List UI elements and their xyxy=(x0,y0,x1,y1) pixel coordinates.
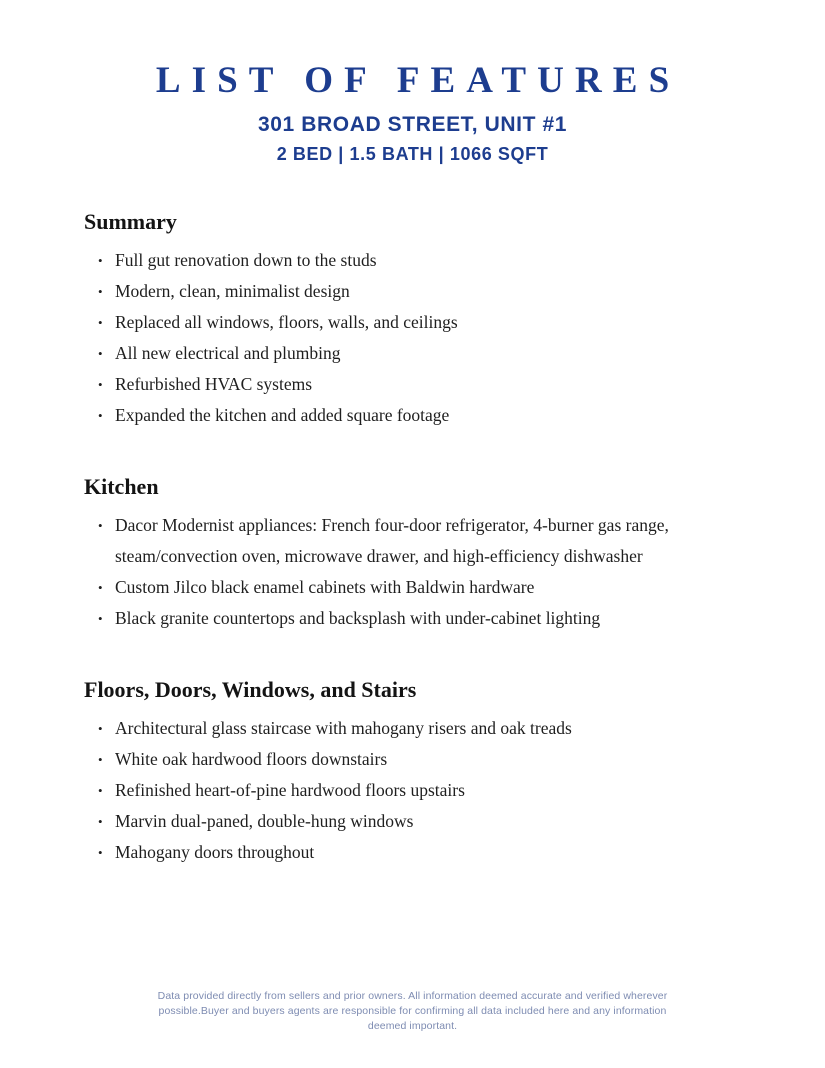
section-kitchen xyxy=(84,473,753,634)
feature-list xyxy=(84,713,753,868)
section-heading: Kitchen xyxy=(84,474,159,499)
list-item: • White oak hardwood floors downstairs xyxy=(84,744,753,775)
section-summary xyxy=(84,208,753,431)
section-heading: Summary xyxy=(84,209,177,234)
list-item: • Full gut renovation down to the studs xyxy=(84,245,753,276)
list-item: • Dacor Modernist appliances: French four-door refrigerator, 4-burner gas range, steam/convection oven, microwave drawer, and high-efficiency dishwasher xyxy=(84,510,753,572)
list-item: • Expanded the kitchen and added square footage xyxy=(84,400,753,431)
property-address: 301 BROAD STREET, UNIT #1 xyxy=(257,113,568,136)
feature-list xyxy=(84,245,753,431)
section-floors-doors-windows-stairs xyxy=(84,676,753,868)
document-header xyxy=(0,0,825,166)
list-item: • Refurbished HVAC systems xyxy=(84,369,753,400)
document-body xyxy=(84,208,753,868)
list-item: • Custom Jilco black enamel cabinets with Baldwin hardware xyxy=(84,572,753,603)
list-item: • Replaced all windows, floors, walls, and ceilings xyxy=(84,307,753,338)
disclaimer-footer: Data provided directly from sellers and prior owners. All information deemed accurate and verified wherever possible.Buyer and buyers agents are responsible for confirming all data included here and any information deemed important. xyxy=(157,990,668,1032)
list-item: • Marvin dual-paned, double-hung windows xyxy=(84,806,753,837)
list-item: • Refinished heart-of-pine hardwood floors upstairs xyxy=(84,775,753,806)
list-item: • All new electrical and plumbing xyxy=(84,338,753,369)
feature-list xyxy=(84,510,753,634)
list-item: • Mahogany doors throughout xyxy=(84,837,753,868)
list-item: • Architectural glass staircase with mahogany risers and oak treads xyxy=(84,713,753,744)
page-title: LIST OF FEATURES xyxy=(155,60,681,101)
list-item: • Black granite countertops and backsplash with under-cabinet lighting xyxy=(84,603,753,634)
property-specs: 2 BED | 1.5 BATH | 1066 SQFT xyxy=(276,144,549,164)
section-heading: Floors, Doors, Windows, and Stairs xyxy=(84,677,417,702)
list-item: • Modern, clean, minimalist design xyxy=(84,276,753,307)
